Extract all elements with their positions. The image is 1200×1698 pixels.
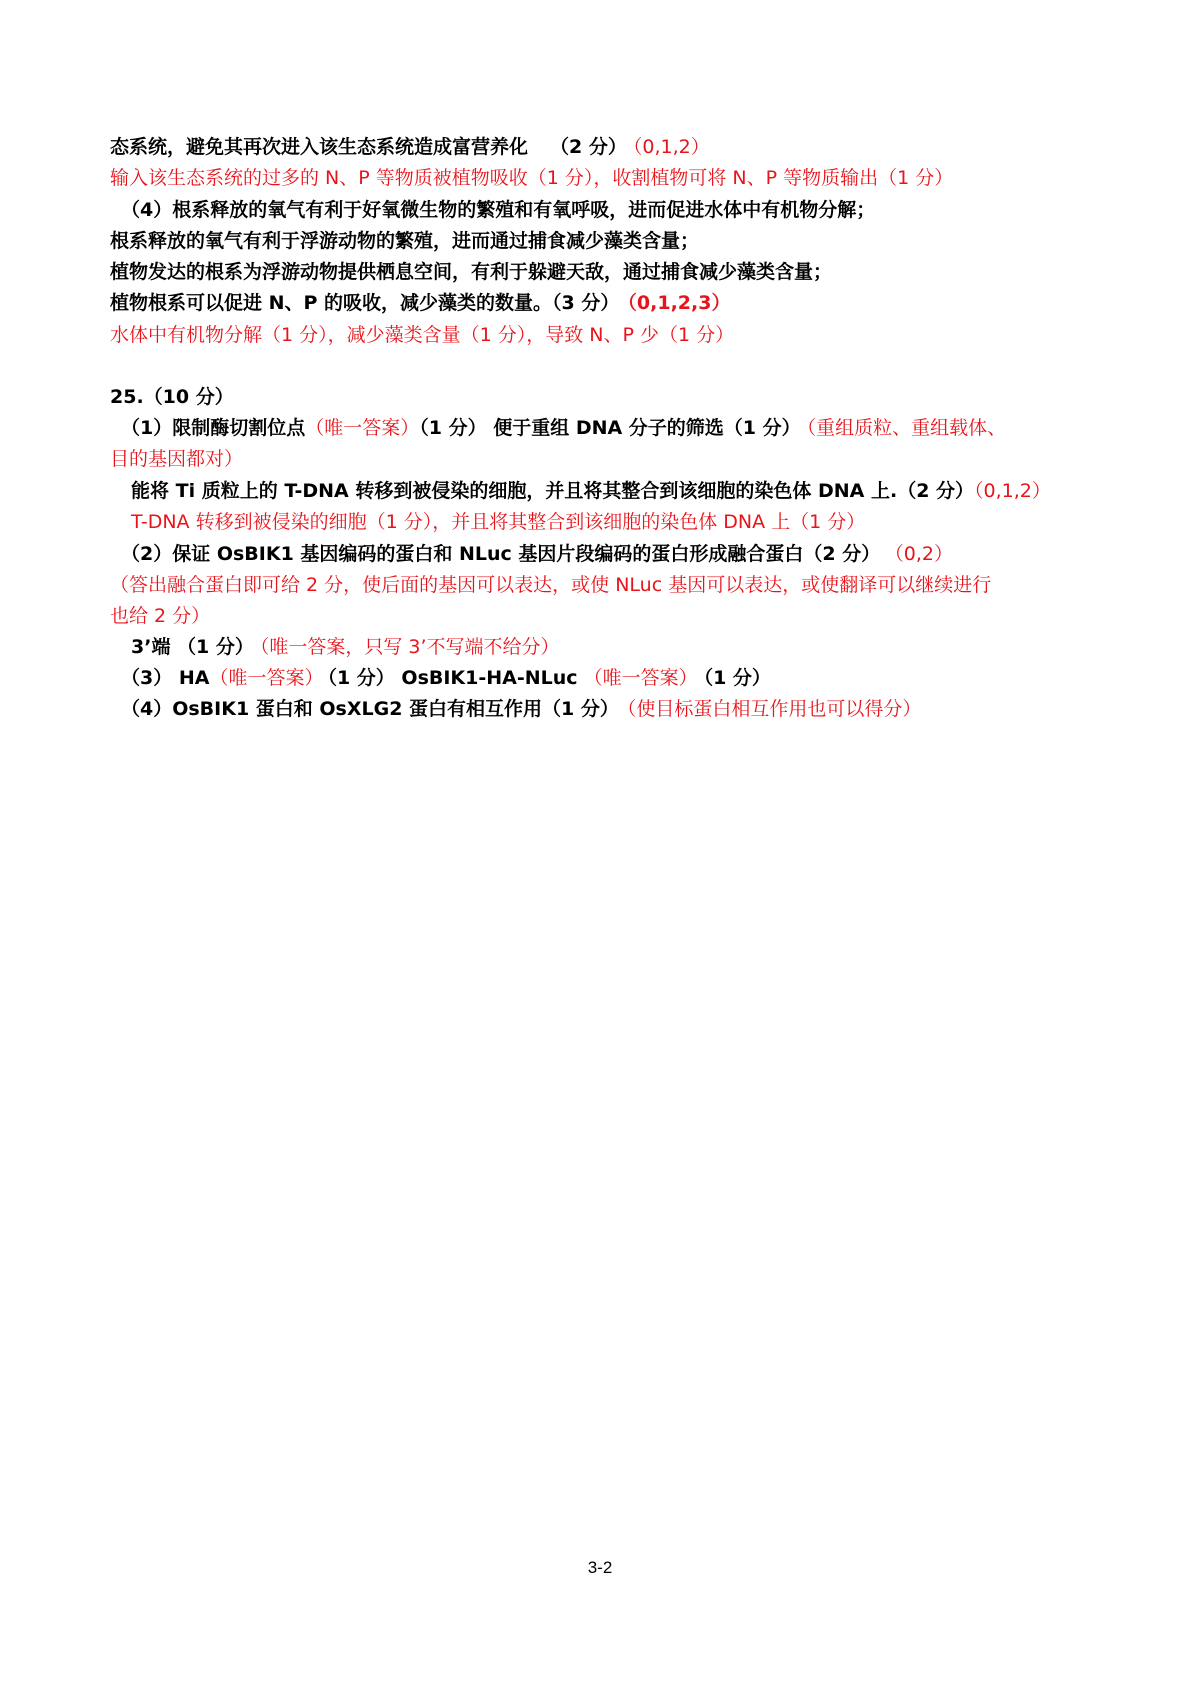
- answer-text: （1 分） OsBIK1-HA-NLuc: [327, 667, 578, 689]
- answer-text: （4）OsBIK1 蛋白和 OsXLG2 蛋白有相互作用（1 分）: [121, 698, 619, 720]
- answer-line: 植物发达的根系为浮游动物提供栖息空间，有利于躲避天敌，通过捕食减少藻类含量；: [110, 261, 833, 283]
- points-note: （0,1,2,3）: [627, 292, 731, 314]
- answer-text: （1 分） 便于重组 DNA 分子的筛选（1 分）: [419, 417, 801, 439]
- answer-text: （1）限制酶切割位点: [121, 417, 306, 439]
- answer-text: 3’端 （1 分）: [131, 636, 254, 658]
- grading-note: 水体中有机物分解（1 分），减少藻类含量（1 分），导致 N、P 少（1 分）: [110, 324, 735, 346]
- question-heading: 25.（10 分）: [110, 386, 234, 408]
- grading-note: （唯一答案）: [583, 667, 698, 689]
- answer-line: [110, 289, 730, 317]
- answer-text: （2）保证 OsBIK1 基因编码的蛋白和 NLuc 基因片段编码的蛋白形成融合蛋白（2 分）: [121, 543, 881, 565]
- score-text: （2 分）: [550, 136, 627, 158]
- grading-note: （重组质粒、重组载体、: [806, 417, 1007, 439]
- grading-note: （答出融合蛋白即可给 2 分，使后面的基因可以表达，或使 NLuc 基因可以表达，或使翻译可以继续进行: [110, 574, 992, 596]
- page-number: 3-2: [587, 1558, 613, 1577]
- answer-line: [121, 540, 953, 568]
- answer-line: [131, 477, 1051, 505]
- grading-note: 也给 2 分）: [110, 605, 211, 627]
- grading-note: T-DNA 转移到被侵染的细胞（1 分），并且将其整合到该细胞的染色体 DNA 上（1 分）: [131, 511, 866, 533]
- answer-text: （1 分）: [703, 667, 771, 689]
- grading-note: 目的基因都对）: [110, 448, 244, 470]
- points-note: （0,2）: [894, 543, 953, 565]
- answer-line: [121, 695, 921, 723]
- answer-line: （4）根系释放的氧气有利于好氧微生物的繁殖和有氧呼吸，进而促进水体中有机物分解；: [121, 199, 876, 221]
- answer-line: [110, 133, 710, 161]
- answer-text: 植物根系可以促进 N、P 的吸收，减少藻类的数量。（3 分）: [110, 292, 620, 314]
- answer-text: （3） HA: [121, 667, 210, 689]
- answer-text: 能将 Ti 质粒上的 T-DNA 转移到被侵染的细胞，并且将其整合到该细胞的染色体 DNA 上.（2 分）: [131, 480, 975, 502]
- grading-note: 输入该生态系统的过多的 N、P 等物质被植物吸收（1 分），收割植物可将 N、P 等物质输出（1 分）: [110, 167, 954, 189]
- answer-line: [121, 664, 771, 692]
- grading-note: （唯一答案）: [305, 417, 420, 439]
- grading-note: （唯一答案）: [209, 667, 324, 689]
- grading-note: （唯一答案，只写 3’不写端不给分）: [259, 636, 560, 658]
- answer-text: 态系统，避免其再次进入该生态系统造成富营养化: [110, 136, 529, 158]
- answer-line: [131, 633, 560, 661]
- answer-line: [121, 414, 1006, 442]
- grading-note: （使目标蛋白相互作用也可以得分）: [626, 698, 922, 720]
- points-note: （0,1,2）: [632, 136, 710, 158]
- points-note: （0,1,2）: [974, 480, 1051, 502]
- answer-line: 根系释放的氧气有利于浮游动物的繁殖，进而通过捕食减少藻类含量；: [110, 230, 700, 252]
